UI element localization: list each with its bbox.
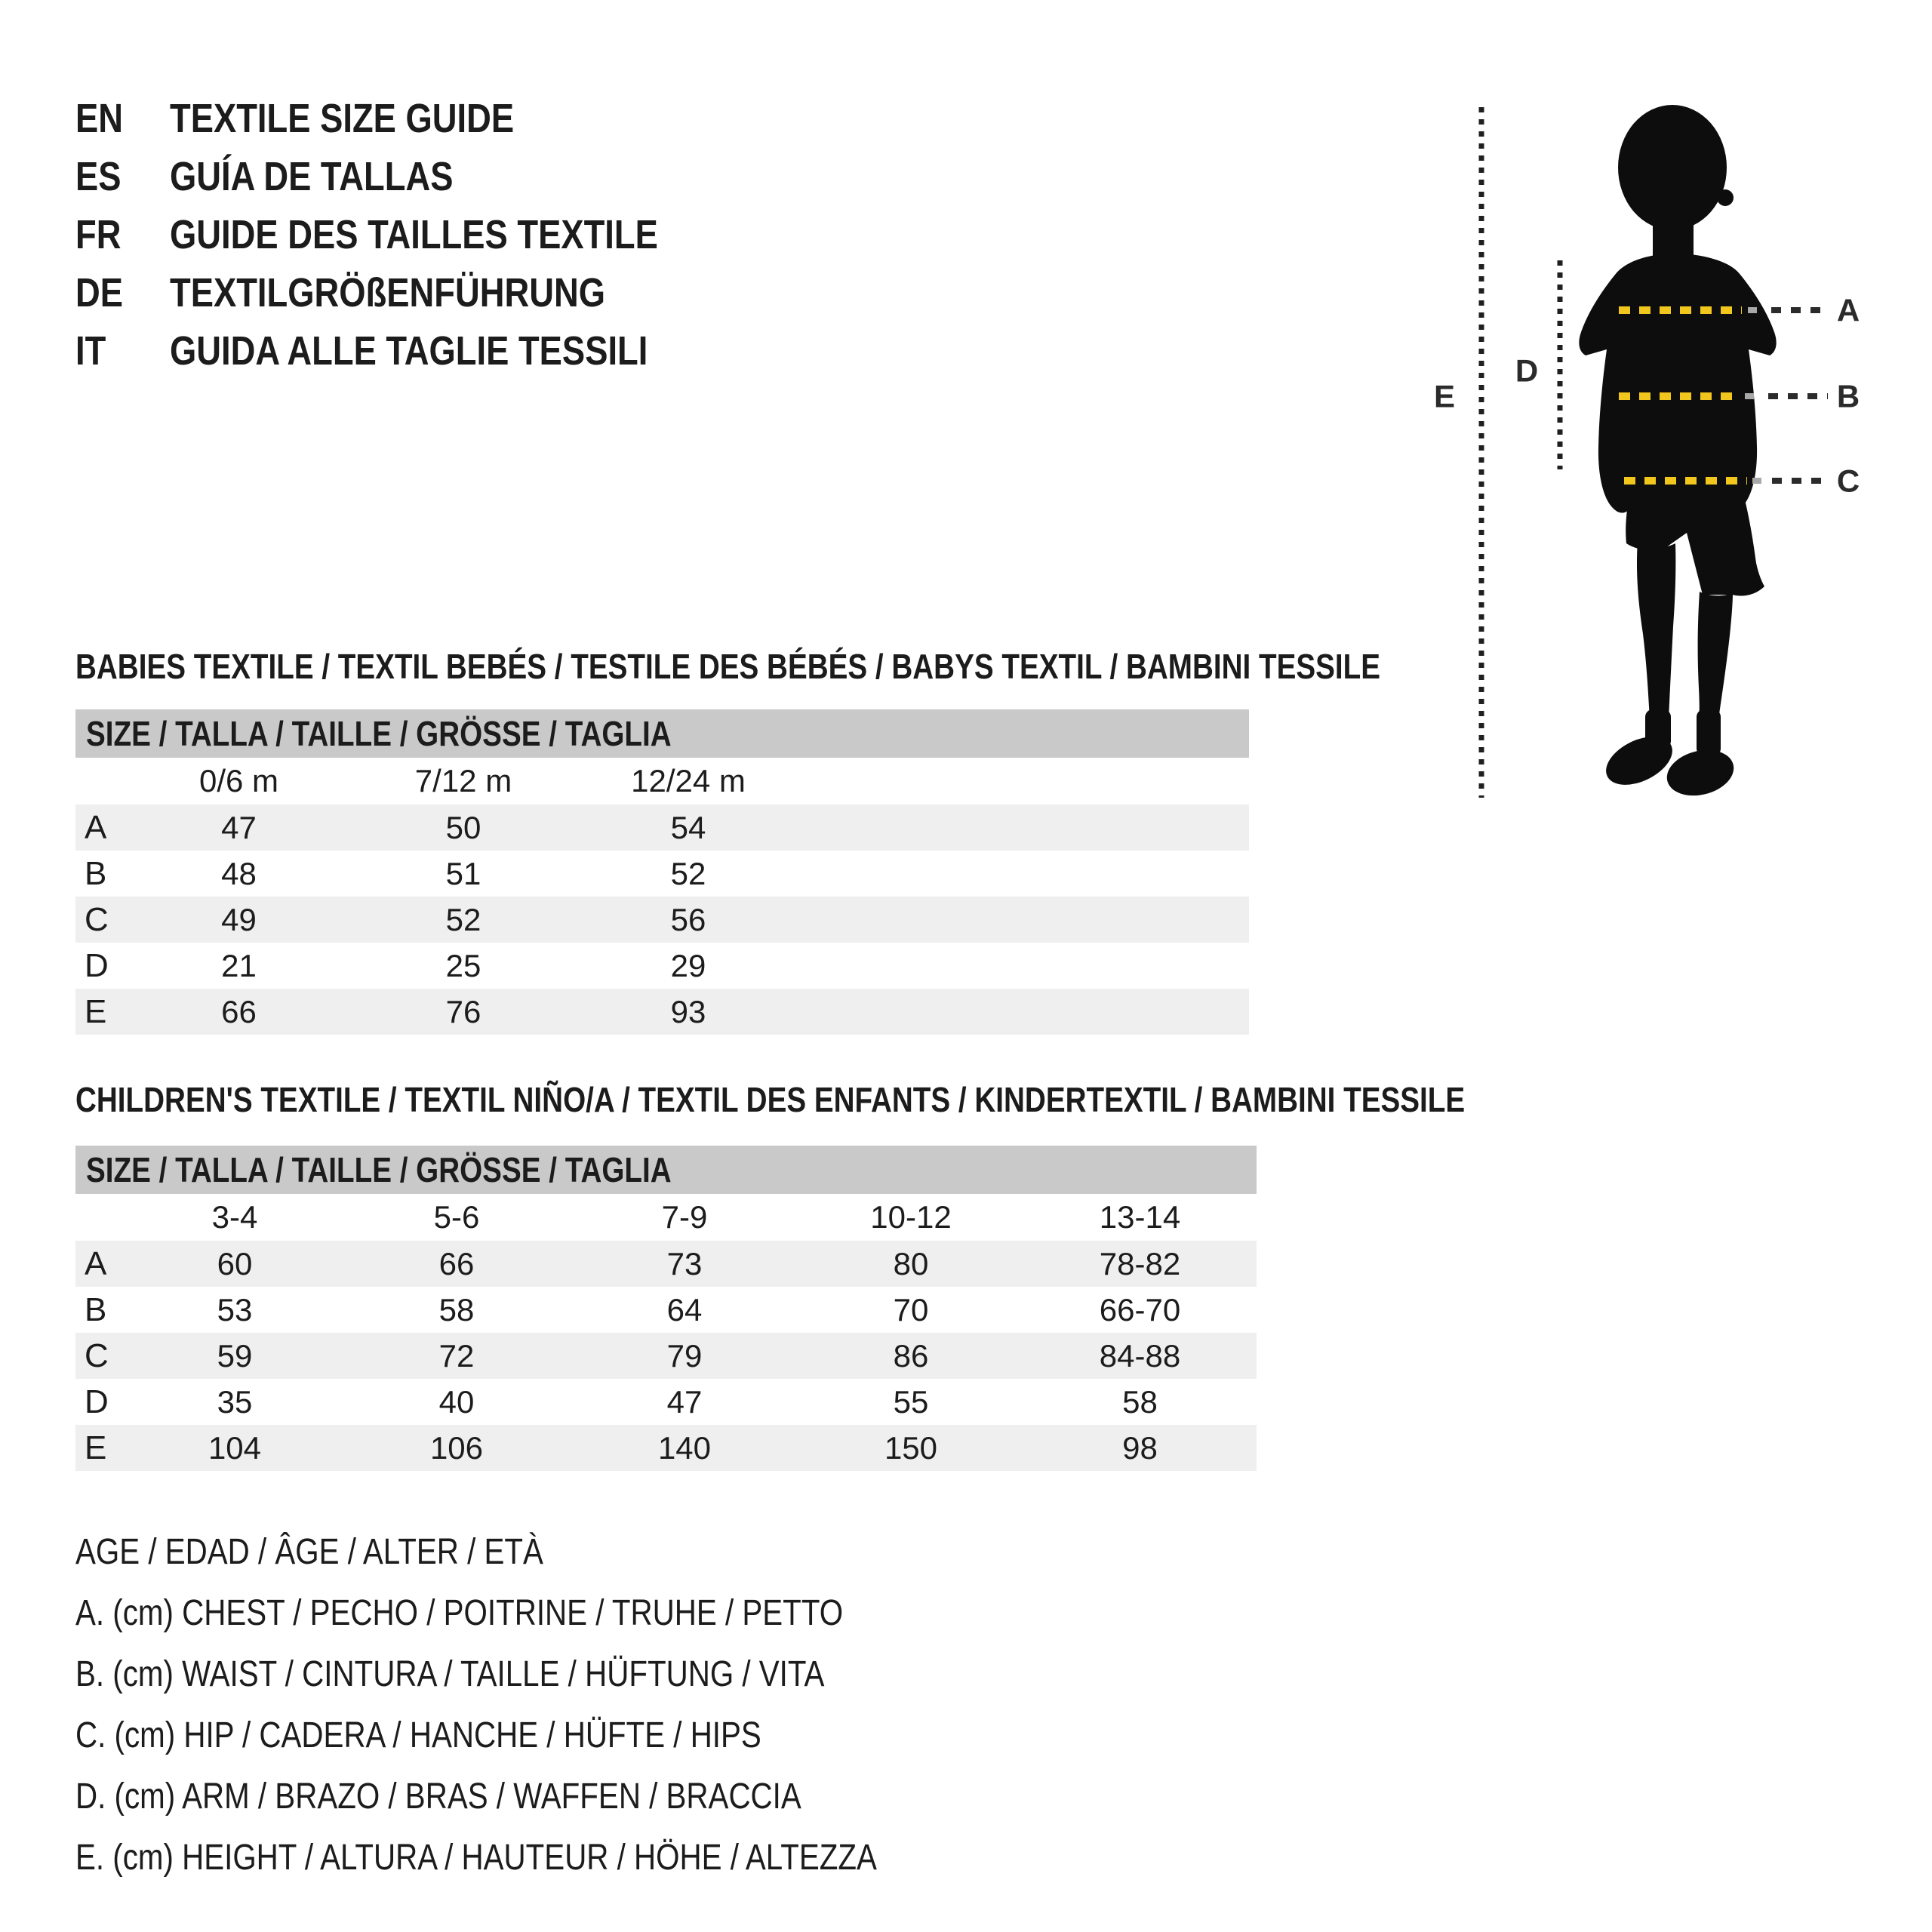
language-code: FR	[75, 211, 122, 257]
column-header: 7-9	[661, 1199, 708, 1235]
table-cell: 48	[221, 855, 257, 891]
measurement-legend	[75, 1521, 1029, 1888]
row-label: B	[85, 1291, 107, 1328]
language-code: ES	[75, 153, 122, 199]
table-cell: 80	[893, 1245, 929, 1281]
table-row	[75, 804, 1249, 851]
table-row	[75, 1241, 1257, 1287]
table-cell: 54	[670, 809, 706, 845]
table-cell: 106	[429, 1429, 484, 1466]
table-cell: 72	[438, 1337, 475, 1374]
table-row	[75, 943, 1249, 989]
marker-label-c: C	[1836, 463, 1860, 499]
table-cell: 25	[445, 947, 481, 983]
table-cell: 64	[666, 1291, 703, 1327]
guide-title-en: TEXTILE SIZE GUIDE	[170, 95, 515, 141]
table-cell: 78-82	[1099, 1245, 1181, 1281]
table-cell: 58	[1122, 1383, 1158, 1420]
language-code: DE	[75, 269, 124, 315]
guide-title-es: GUÍA DE TALLAS	[170, 153, 454, 199]
table-cell: 70	[893, 1291, 929, 1327]
table-cell: 50	[445, 809, 481, 845]
language-title-block	[75, 89, 751, 380]
legend-line-height: E. (cm) HEIGHT / ALTURA / HAUTEUR / HÖHE / ALTEZZA	[75, 1838, 877, 1878]
language-code: IT	[75, 328, 106, 374]
row-label: D	[85, 946, 109, 984]
table-cell: 66	[221, 993, 257, 1029]
children-size-table	[75, 1146, 1257, 1471]
row-label: C	[85, 900, 109, 938]
language-code: EN	[75, 95, 124, 141]
row-label: C	[85, 1337, 109, 1374]
size-header-label: SIZE / TALLA / TAILLE / GRÖSSE / TAGLIA	[86, 714, 672, 753]
row-label: A	[85, 808, 107, 846]
legend-line-arm: D. (cm) ARM / BRAZO / BRAS / WAFFEN / BRACCIA	[75, 1777, 801, 1817]
babies-table-header-bar	[75, 709, 1249, 758]
child-measurement-figure	[1404, 60, 1902, 860]
children-column-header-row	[75, 1194, 1257, 1241]
table-row	[75, 1333, 1257, 1379]
table-row	[75, 851, 1249, 897]
legend-line-age: AGE / EDAD / ÂGE / ALTER / ETÀ	[75, 1532, 543, 1572]
table-cell: 79	[666, 1337, 703, 1374]
language-row-de	[75, 263, 751, 321]
column-header: 13-14	[1099, 1199, 1181, 1235]
children-section-heading: CHILDREN'S TEXTILE / TEXTIL NIÑO/A / TEXTIL DES ENFANTS / KINDERTEXTIL / BAMBINI TESSILE	[75, 1080, 1466, 1119]
language-row-en	[75, 89, 751, 147]
table-cell: 53	[217, 1291, 253, 1327]
table-cell: 76	[445, 993, 481, 1029]
language-row-it	[75, 321, 751, 380]
legend-line-hip: C. (cm) HIP / CADERA / HANCHE / HÜFTE / HIPS	[75, 1715, 761, 1755]
table-cell: 47	[666, 1383, 703, 1420]
table-cell: 104	[208, 1429, 262, 1466]
table-cell: 55	[893, 1383, 929, 1420]
table-cell: 98	[1122, 1429, 1158, 1466]
table-cell: 29	[670, 947, 706, 983]
column-header: 5-6	[433, 1199, 480, 1235]
table-cell: 84-88	[1099, 1337, 1181, 1374]
table-cell: 56	[670, 901, 706, 937]
table-cell: 49	[221, 901, 257, 937]
marker-label-b: B	[1836, 378, 1860, 414]
table-cell: 58	[438, 1291, 475, 1327]
column-header: 0/6 m	[198, 763, 279, 798]
column-header: 7/12 m	[414, 763, 512, 798]
legend-line-waist: B. (cm) WAIST / CINTURA / TAILLE / HÜFTUNG / VITA	[75, 1654, 825, 1694]
table-cell: 59	[217, 1337, 253, 1374]
size-header-label: SIZE / TALLA / TAILLE / GRÖSSE / TAGLIA	[86, 1150, 672, 1189]
marker-label-e: E	[1433, 378, 1456, 414]
table-cell: 47	[221, 809, 257, 845]
babies-column-header-row	[75, 758, 1249, 804]
table-row	[75, 897, 1249, 943]
babies-section-heading: BABIES TEXTILE / TEXTIL BEBÉS / TESTILE DES BÉBÉS / BABYS TEXTIL / BAMBINI TESSILE	[75, 647, 1381, 686]
table-row	[75, 989, 1249, 1035]
children-table-header-bar	[75, 1146, 1257, 1194]
table-cell: 140	[657, 1429, 712, 1466]
table-cell: 93	[670, 993, 706, 1029]
row-label: E	[85, 1429, 107, 1466]
language-row-es	[75, 147, 751, 205]
table-cell: 60	[217, 1245, 253, 1281]
table-row	[75, 1287, 1257, 1333]
row-label: E	[85, 992, 107, 1030]
table-cell: 86	[893, 1337, 929, 1374]
column-header: 12/24 m	[631, 763, 746, 798]
table-cell: 52	[445, 901, 481, 937]
table-cell: 21	[221, 947, 257, 983]
column-header: 10-12	[870, 1199, 952, 1235]
babies-size-table	[75, 709, 1249, 1035]
column-header: 3-4	[211, 1199, 258, 1235]
table-cell: 66	[438, 1245, 475, 1281]
language-row-fr	[75, 205, 751, 263]
child-silhouette	[1579, 105, 1776, 802]
guide-title-it: GUIDA ALLE TAGLIE TESSILI	[170, 328, 648, 374]
legend-line-chest: A. (cm) CHEST / PECHO / POITRINE / TRUHE / PETTO	[75, 1593, 844, 1633]
table-cell: 66-70	[1099, 1291, 1181, 1327]
row-label: B	[85, 854, 107, 892]
table-cell: 52	[670, 855, 706, 891]
row-label: D	[85, 1383, 109, 1420]
table-cell: 35	[217, 1383, 253, 1420]
guide-title-de: TEXTILGRÖßENFÜHRUNG	[170, 269, 606, 315]
table-cell: 73	[666, 1245, 703, 1281]
table-cell: 150	[884, 1429, 938, 1466]
marker-label-a: A	[1836, 292, 1860, 328]
table-cell: 51	[445, 855, 481, 891]
guide-title-fr: GUIDE DES TAILLES TEXTILE	[170, 211, 658, 257]
table-cell: 40	[438, 1383, 475, 1420]
row-label: A	[85, 1244, 107, 1282]
marker-label-d: D	[1515, 352, 1539, 389]
table-row	[75, 1425, 1257, 1471]
table-row	[75, 1379, 1257, 1425]
